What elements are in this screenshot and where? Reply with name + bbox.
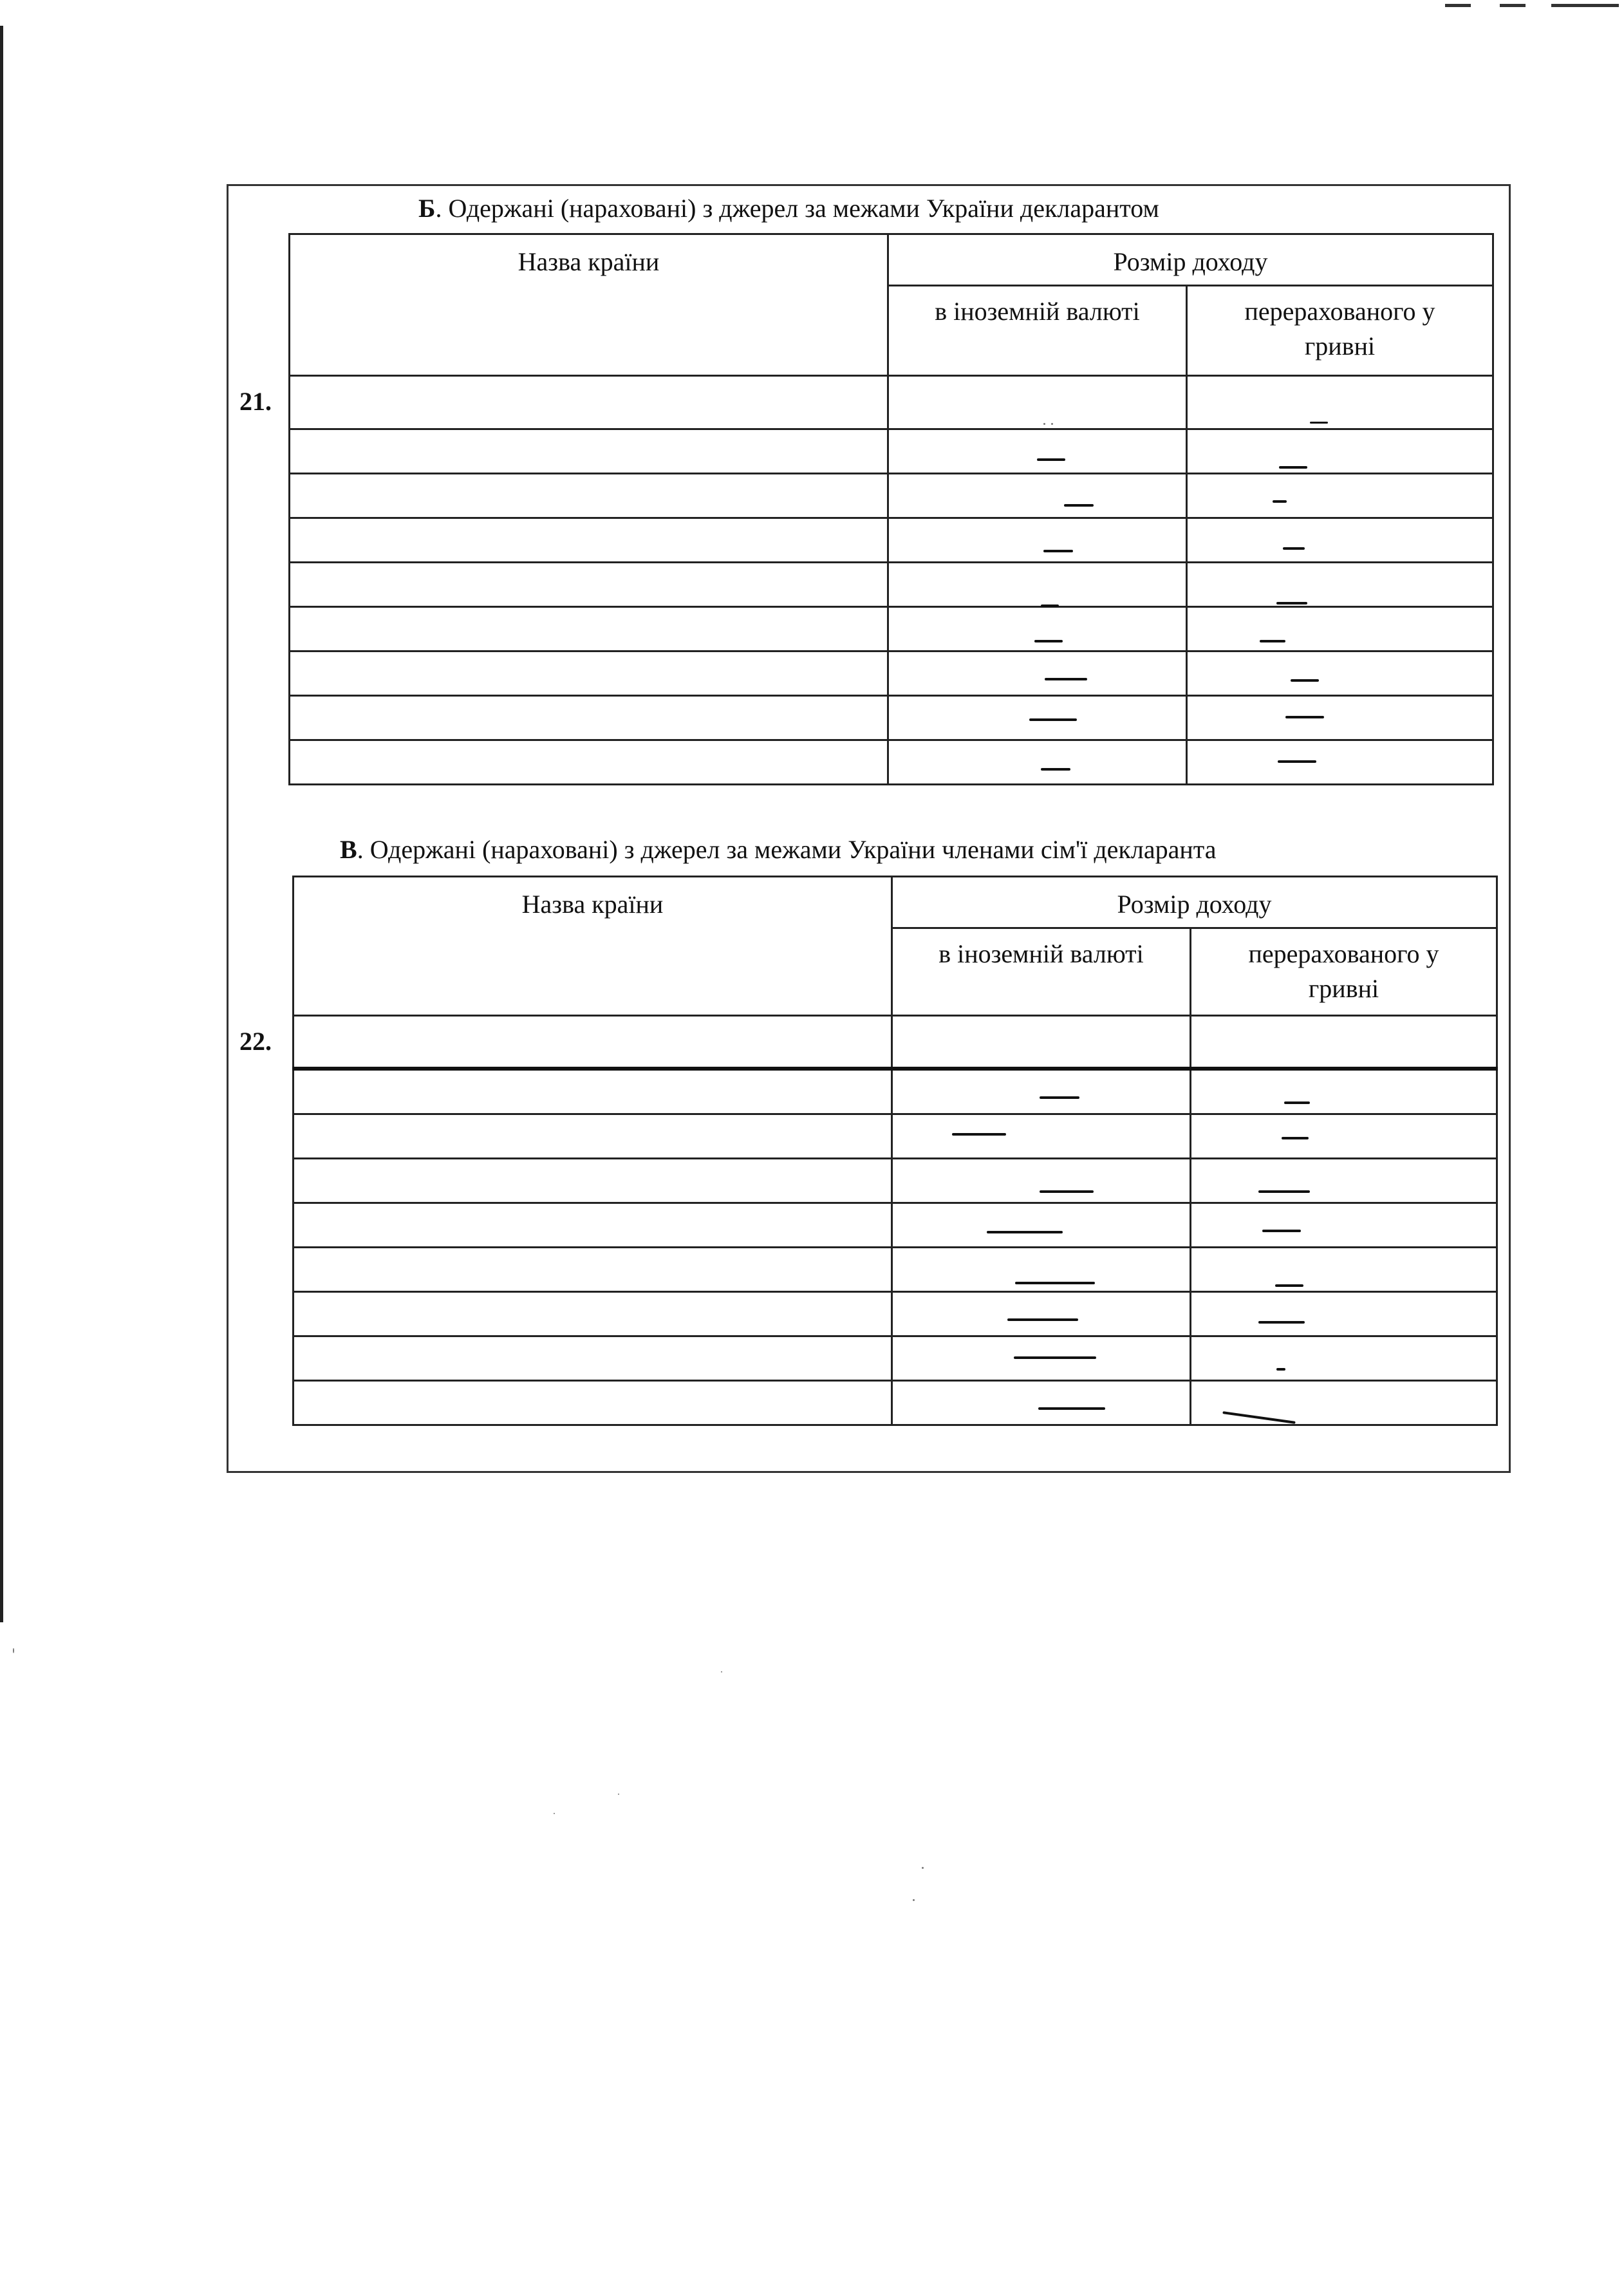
table-row xyxy=(294,1336,1497,1381)
country-cell xyxy=(290,607,888,651)
table-row xyxy=(294,1248,1497,1292)
scan-speck xyxy=(721,1671,722,1673)
foreign-currency-cell xyxy=(888,651,1187,696)
section-b-title xyxy=(418,193,1159,223)
scan-top-mark xyxy=(1551,4,1619,7)
foreign-currency-cell xyxy=(892,1159,1191,1203)
country-cell xyxy=(294,1016,892,1069)
uah-cell xyxy=(1187,740,1493,785)
country-cell xyxy=(290,696,888,740)
scan-top-mark xyxy=(1500,4,1526,7)
section-b-title-text: . Одержані (нараховані) з джерел за межами України декларантом xyxy=(435,194,1159,223)
table-row xyxy=(290,376,1493,429)
scan-speck xyxy=(618,1794,619,1795)
scan-speck xyxy=(922,1867,924,1869)
uah-header: перерахованого у гривні xyxy=(1187,286,1493,376)
country-cell xyxy=(290,563,888,607)
country-header: Назва країни xyxy=(290,234,888,376)
table-row xyxy=(290,474,1493,518)
country-cell xyxy=(294,1203,892,1248)
foreign-currency-cell xyxy=(888,518,1187,563)
country-cell xyxy=(290,740,888,785)
section-v-row-number: 22. xyxy=(239,1027,272,1056)
uah-header: перерахованого у гривні xyxy=(1191,928,1497,1016)
uah-cell xyxy=(1191,1069,1497,1114)
foreign-currency-cell xyxy=(892,1114,1191,1159)
country-cell xyxy=(290,651,888,696)
uah-cell xyxy=(1191,1381,1497,1425)
section-b-row-number: 21. xyxy=(239,387,272,416)
foreign-currency-cell xyxy=(892,1381,1191,1425)
country-cell xyxy=(294,1114,892,1159)
table-row xyxy=(290,696,1493,740)
country-header: Назва країни xyxy=(294,877,892,1016)
income-size-header: Розмір доходу xyxy=(892,877,1497,928)
country-cell xyxy=(290,429,888,474)
country-cell xyxy=(290,376,888,429)
country-cell xyxy=(290,474,888,518)
country-cell xyxy=(294,1336,892,1381)
uah-cell xyxy=(1187,651,1493,696)
table-row xyxy=(294,1203,1497,1248)
foreign-currency-cell xyxy=(892,1336,1191,1381)
table-row xyxy=(294,1069,1497,1114)
country-cell xyxy=(294,1159,892,1203)
table-row xyxy=(294,1016,1497,1069)
foreign-currency-cell xyxy=(888,429,1187,474)
section-v-table xyxy=(292,876,1498,1426)
uah-cell xyxy=(1187,474,1493,518)
section-v-title-text: . Одержані (нараховані) з джерел за межами України членами сім'ї декларанта xyxy=(357,835,1217,864)
foreign-currency-cell xyxy=(892,1292,1191,1336)
table-row xyxy=(294,1381,1497,1425)
uah-cell xyxy=(1187,429,1493,474)
section-b-letter: Б xyxy=(418,194,436,223)
foreign-currency-cell xyxy=(892,1069,1191,1114)
table-row xyxy=(294,1114,1497,1159)
uah-cell xyxy=(1187,563,1493,607)
foreign-currency-cell xyxy=(888,607,1187,651)
foreign-currency-cell xyxy=(888,474,1187,518)
uah-cell xyxy=(1191,1336,1497,1381)
uah-cell xyxy=(1191,1159,1497,1203)
scan-speck xyxy=(913,1899,915,1901)
country-cell xyxy=(294,1381,892,1425)
section-v-letter: В xyxy=(340,835,357,864)
foreign-currency-cell xyxy=(888,696,1187,740)
uah-cell xyxy=(1187,376,1493,429)
table-row xyxy=(290,563,1493,607)
section-v-title xyxy=(340,834,1216,865)
table-row xyxy=(294,1159,1497,1203)
scan-speck xyxy=(13,1648,14,1653)
foreign-currency-cell xyxy=(888,563,1187,607)
table-row xyxy=(290,607,1493,651)
country-cell xyxy=(290,518,888,563)
uah-cell xyxy=(1187,518,1493,563)
country-cell xyxy=(294,1069,892,1114)
scan-speck xyxy=(554,1813,555,1814)
section-b-table xyxy=(288,233,1494,785)
table-row xyxy=(290,740,1493,785)
foreign-currency-cell xyxy=(892,1248,1191,1292)
scan-left-edge xyxy=(0,26,3,1622)
uah-cell xyxy=(1187,607,1493,651)
foreign-currency-cell xyxy=(892,1203,1191,1248)
table-row xyxy=(290,651,1493,696)
uah-cell xyxy=(1187,696,1493,740)
income-size-header: Розмір доходу xyxy=(888,234,1493,286)
uah-cell xyxy=(1191,1203,1497,1248)
foreign-currency-cell xyxy=(888,740,1187,785)
country-cell xyxy=(294,1292,892,1336)
scan-top-mark xyxy=(1445,4,1471,7)
foreign-currency-header: в іноземній валюті xyxy=(888,286,1187,376)
table-row xyxy=(290,429,1493,474)
uah-cell xyxy=(1191,1292,1497,1336)
country-cell xyxy=(294,1248,892,1292)
foreign-currency-cell xyxy=(892,1016,1191,1069)
foreign-currency-cell xyxy=(888,376,1187,429)
table-row xyxy=(294,1292,1497,1336)
uah-cell xyxy=(1191,1248,1497,1292)
uah-cell xyxy=(1191,1114,1497,1159)
table-row xyxy=(290,518,1493,563)
uah-cell xyxy=(1191,1016,1497,1069)
foreign-currency-header: в іноземній валюті xyxy=(892,928,1191,1016)
